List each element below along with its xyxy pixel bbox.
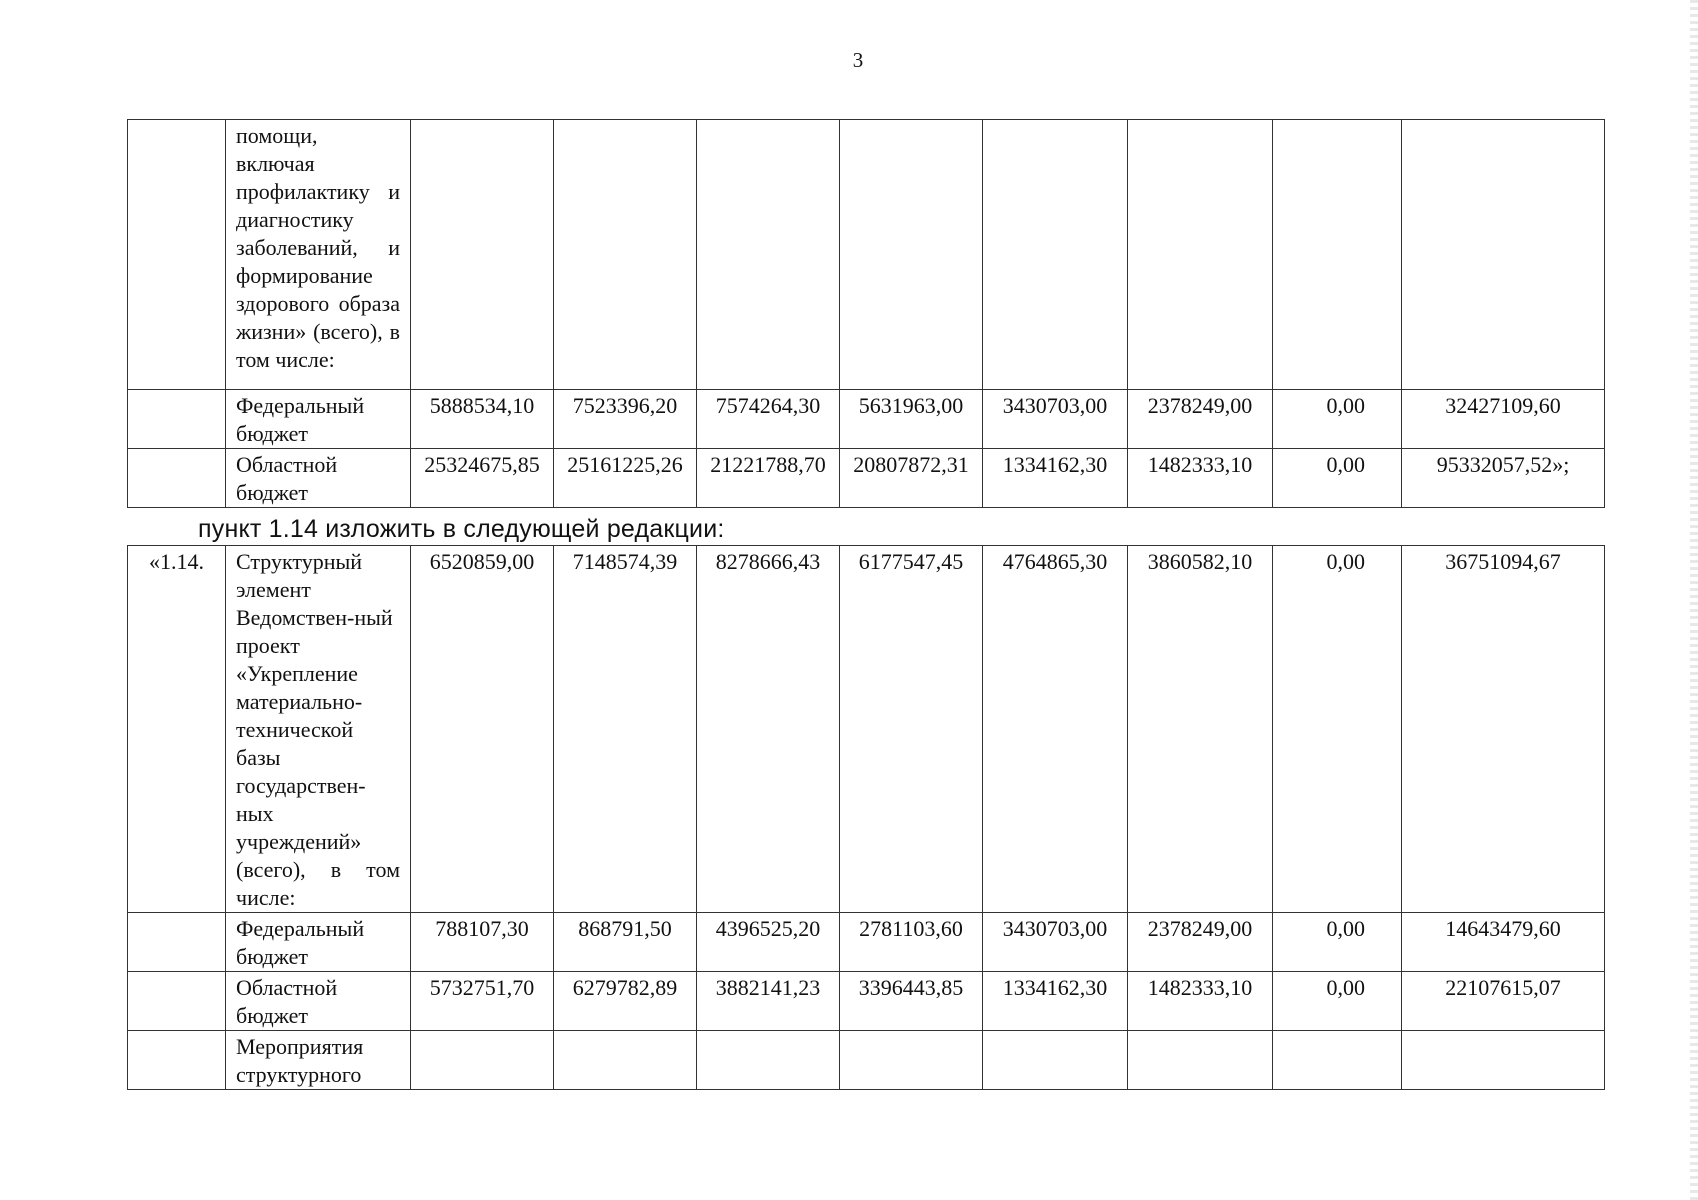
year-value-cell: 7148574,39 xyxy=(554,546,697,913)
funding-table-continued xyxy=(127,119,1605,508)
year-value-cell xyxy=(697,1031,840,1090)
year-value-cell xyxy=(411,120,554,390)
year-value-cell xyxy=(840,120,983,390)
total-value-cell: 14643479,60 xyxy=(1402,913,1605,972)
year-value-cell: 5631963,00 xyxy=(840,390,983,449)
year-value-cell: 1334162,30 xyxy=(983,972,1128,1031)
year-value-cell: 868791,50 xyxy=(554,913,697,972)
year-value-cell: 0,00 xyxy=(1273,449,1402,508)
instruction-text: пункт 1.14 изложить в следующей редакции: xyxy=(198,515,725,543)
row-label-cell: Структурный элемент Ведомствен-ный проект «Укрепление материально-технической базы государствен-ных учреждений» (всего), в том числе: xyxy=(226,546,411,913)
year-value-cell: 25324675,85 xyxy=(411,449,554,508)
year-value-cell xyxy=(1273,120,1402,390)
row-label-cell: Областной бюджет xyxy=(226,449,411,508)
year-value-cell: 21221788,70 xyxy=(697,449,840,508)
year-value-cell: 3430703,00 xyxy=(983,913,1128,972)
row-index-cell xyxy=(128,913,226,972)
funding-table-item-1-14 xyxy=(127,545,1605,1090)
year-value-cell xyxy=(1128,1031,1273,1090)
total-value-cell: 36751094,67 xyxy=(1402,546,1605,913)
row-index-cell xyxy=(128,449,226,508)
year-value-cell: 6520859,00 xyxy=(411,546,554,913)
year-value-cell: 7574264,30 xyxy=(697,390,840,449)
row-index-cell xyxy=(128,972,226,1031)
row-label-cell: Мероприятия структурного xyxy=(226,1031,411,1090)
year-value-cell: 0,00 xyxy=(1273,546,1402,913)
row-label-cell: Федеральный бюджет xyxy=(226,390,411,449)
row-index-cell xyxy=(128,120,226,390)
year-value-cell xyxy=(411,1031,554,1090)
year-value-cell: 3882141,23 xyxy=(697,972,840,1031)
year-value-cell: 25161225,26 xyxy=(554,449,697,508)
table-row xyxy=(128,546,1605,913)
row-index-cell xyxy=(128,390,226,449)
year-value-cell: 1482333,10 xyxy=(1128,972,1273,1031)
year-value-cell: 1334162,30 xyxy=(983,449,1128,508)
row-index-cell xyxy=(128,1031,226,1090)
year-value-cell: 4764865,30 xyxy=(983,546,1128,913)
year-value-cell xyxy=(554,1031,697,1090)
year-value-cell: 0,00 xyxy=(1273,390,1402,449)
table-row xyxy=(128,913,1605,972)
total-value-cell: 32427109,60 xyxy=(1402,390,1605,449)
year-value-cell: 5888534,10 xyxy=(411,390,554,449)
year-value-cell xyxy=(1273,1031,1402,1090)
total-value-cell: 95332057,52»; xyxy=(1402,449,1605,508)
year-value-cell xyxy=(554,120,697,390)
table-row xyxy=(128,449,1605,508)
year-value-cell xyxy=(983,120,1128,390)
total-value-cell xyxy=(1402,120,1605,390)
year-value-cell xyxy=(983,1031,1128,1090)
year-value-cell: 0,00 xyxy=(1273,972,1402,1031)
row-index-cell: «1.14. xyxy=(128,546,226,913)
year-value-cell: 7523396,20 xyxy=(554,390,697,449)
total-value-cell: 22107615,07 xyxy=(1402,972,1605,1031)
year-value-cell xyxy=(697,120,840,390)
year-value-cell: 1482333,10 xyxy=(1128,449,1273,508)
row-label-cell: помощи, включая профилактику и диагностику заболеваний, и формирование здорового образа жизни» (всего), в том числе: xyxy=(226,120,411,390)
year-value-cell: 20807872,31 xyxy=(840,449,983,508)
scan-edge-artifact xyxy=(1690,0,1698,1200)
total-value-cell xyxy=(1402,1031,1605,1090)
year-value-cell: 0,00 xyxy=(1273,913,1402,972)
year-value-cell xyxy=(1128,120,1273,390)
year-value-cell: 8278666,43 xyxy=(697,546,840,913)
table-row xyxy=(128,390,1605,449)
year-value-cell: 4396525,20 xyxy=(697,913,840,972)
year-value-cell: 2781103,60 xyxy=(840,913,983,972)
row-label-cell: Федеральный бюджет xyxy=(226,913,411,972)
table-row xyxy=(128,120,1605,390)
year-value-cell: 788107,30 xyxy=(411,913,554,972)
year-value-cell: 6279782,89 xyxy=(554,972,697,1031)
year-value-cell: 2378249,00 xyxy=(1128,913,1273,972)
year-value-cell: 6177547,45 xyxy=(840,546,983,913)
year-value-cell: 5732751,70 xyxy=(411,972,554,1031)
year-value-cell: 2378249,00 xyxy=(1128,390,1273,449)
year-value-cell: 3396443,85 xyxy=(840,972,983,1031)
year-value-cell xyxy=(840,1031,983,1090)
year-value-cell: 3430703,00 xyxy=(983,390,1128,449)
year-value-cell: 3860582,10 xyxy=(1128,546,1273,913)
table-row xyxy=(128,972,1605,1031)
table-row xyxy=(128,1031,1605,1090)
row-label-cell: Областной бюджет xyxy=(226,972,411,1031)
page-number: 3 xyxy=(852,48,864,72)
